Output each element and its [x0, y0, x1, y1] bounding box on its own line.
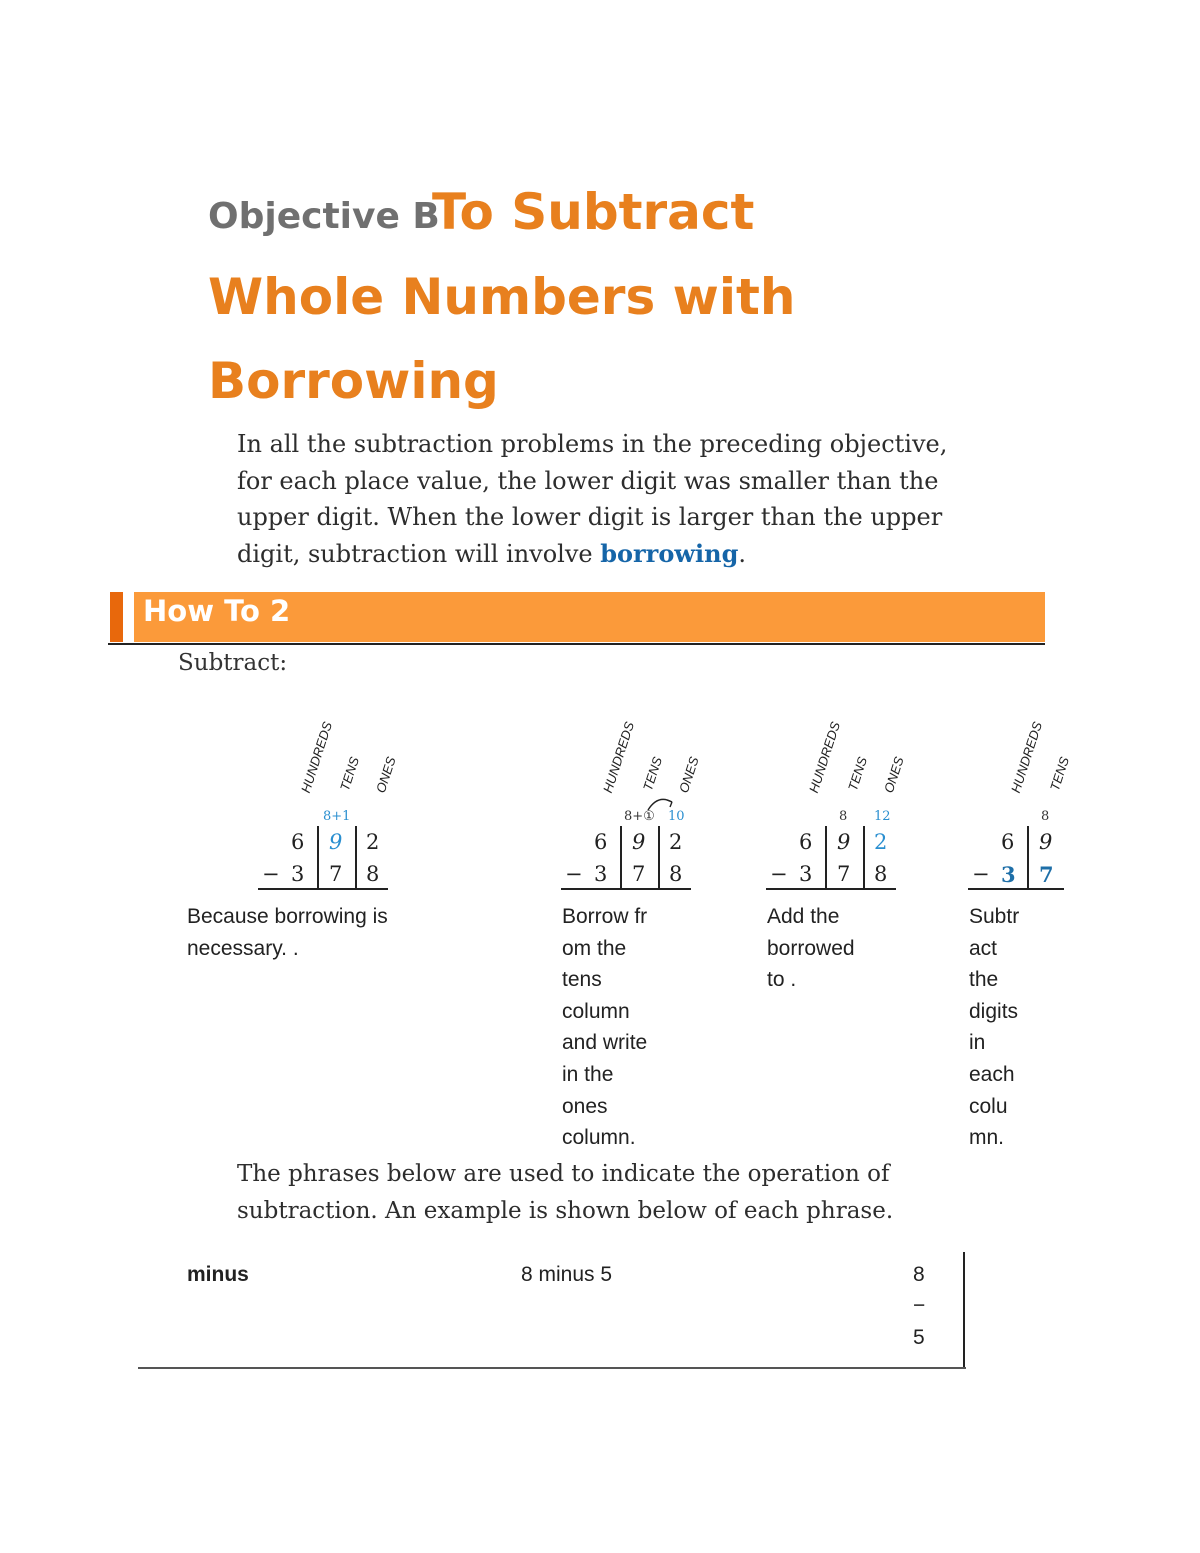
digit-bottom-hundreds: 3	[799, 862, 813, 886]
ones-carry-note: 12	[874, 809, 891, 824]
borrowing-keyword: borrowing	[600, 538, 739, 568]
caption-line: and write	[562, 1031, 648, 1055]
how-to-banner-gap	[123, 592, 134, 642]
column-divider	[825, 826, 827, 888]
tens-label: TENS	[640, 755, 665, 793]
expression-top: 8	[913, 1263, 925, 1286]
caption-line: borrowed	[767, 936, 855, 960]
ones-carry-note: 10	[668, 809, 685, 824]
column-divider	[658, 826, 660, 888]
digit-top-ones: 2	[669, 830, 683, 854]
intro-text: In all the subtraction problems in the preceding objective, for each place value, the lower digit was smaller than the upper digit. When the lower digit is larger than the upper digit, subtraction will involve	[237, 430, 948, 568]
minus-sign: −	[972, 862, 990, 886]
expression-bottom: 5	[913, 1326, 925, 1349]
hundreds-label: HUNDREDS	[1008, 719, 1046, 795]
digit-bottom-ones: 8	[669, 862, 683, 886]
example-cell: 8 minus 5	[521, 1263, 613, 1286]
digit-bottom-hundreds: 3	[1001, 862, 1016, 887]
hundreds-label: HUNDREDS	[806, 719, 844, 795]
sum-rule	[258, 888, 388, 890]
caption-line: Borrow fr	[562, 905, 648, 928]
objective-label: Objective B	[208, 196, 440, 237]
digit-bottom-hundreds: 3	[291, 862, 305, 886]
subtract-prompt: Subtract:	[178, 650, 288, 676]
caption-line: column.	[562, 1126, 636, 1150]
digit-bottom-tens: 7	[632, 862, 646, 886]
objective-title-line-2: Whole Numbers with	[208, 268, 796, 326]
how-to-banner-accent	[110, 592, 123, 642]
step-2-caption	[562, 901, 647, 1154]
step-3-caption	[767, 901, 855, 996]
sum-rule	[968, 888, 1064, 890]
phrase-cell: minus	[187, 1263, 249, 1286]
ones-label: ONES	[881, 754, 907, 795]
expression-operator: −	[913, 1294, 926, 1317]
caption-line: necessary. .	[187, 936, 299, 960]
digit-bottom-tens: 7	[837, 862, 851, 886]
ones-label: ONES	[373, 754, 399, 795]
minus-sign: −	[565, 862, 583, 886]
carry-note: 8+1	[323, 809, 351, 824]
carry-note: 8	[839, 809, 848, 824]
caption-line: in	[969, 1031, 986, 1055]
phrases-intro: The phrases below are used to indicate the operation of subtraction. An example is shown below of each phrase.	[237, 1161, 894, 1224]
minus-sign: −	[262, 862, 280, 886]
caption-line: mn.	[969, 1126, 1005, 1150]
caption-line: ones	[562, 1094, 608, 1118]
carry-note: 8+①	[624, 809, 655, 824]
caption-line: act	[969, 936, 998, 960]
objective-title-line-1: To Subtract	[432, 183, 755, 241]
caption-line: Add the	[767, 905, 840, 928]
digit-bottom-ones: 8	[874, 862, 888, 886]
caption-line: Subtr	[969, 905, 1020, 928]
digit-top-hundreds: 6	[291, 830, 305, 854]
objective-title-line-3: Borrowing	[208, 352, 499, 410]
caption-line: in the	[562, 1062, 614, 1086]
carry-note: 8	[1041, 809, 1050, 824]
column-divider	[317, 826, 319, 888]
intro-text-end: .	[738, 539, 746, 568]
digit-bottom-hundreds: 3	[594, 862, 608, 886]
digit-bottom-ones: 8	[366, 862, 380, 886]
digit-top-hundreds: 6	[1001, 830, 1015, 854]
step-1-caption	[187, 901, 388, 964]
caption-line: the	[969, 968, 999, 992]
step-4-caption	[969, 901, 1019, 1154]
digit-top-tens: 9	[837, 830, 851, 854]
digit-bottom-tens: 7	[1039, 862, 1054, 887]
sum-rule	[561, 888, 691, 890]
caption-line: each	[969, 1062, 1015, 1086]
digit-bottom-tens: 7	[329, 862, 343, 886]
column-divider	[1027, 826, 1029, 888]
tens-label: TENS	[1047, 755, 1072, 793]
how-to-title: How To 2	[143, 594, 291, 628]
digit-top-ones: 2	[874, 830, 888, 854]
column-divider	[355, 826, 357, 888]
digit-top-hundreds: 6	[594, 830, 608, 854]
caption-line: colu	[969, 1094, 1008, 1118]
hundreds-label: HUNDREDS	[600, 719, 638, 795]
ones-label: ONES	[676, 754, 702, 795]
hundreds-label: HUNDREDS	[298, 719, 336, 795]
caption-line: tens	[562, 968, 602, 992]
digit-top-tens: 9	[329, 830, 343, 854]
caption-line: om the	[562, 936, 627, 960]
caption-line: digits	[969, 999, 1019, 1023]
column-divider	[863, 826, 865, 888]
sum-rule	[766, 888, 896, 890]
digit-top-tens: 9	[632, 830, 646, 854]
column-divider	[620, 826, 622, 888]
minus-sign: −	[770, 862, 788, 886]
digit-top-tens: 9	[1039, 830, 1053, 854]
tens-label: TENS	[337, 755, 362, 793]
intro-paragraph	[237, 426, 977, 572]
table-right-border	[963, 1252, 965, 1369]
caption-line: column	[562, 999, 630, 1023]
digit-top-ones: 2	[366, 830, 380, 854]
caption-line: Because borrowing is	[187, 905, 388, 928]
digit-top-hundreds: 6	[799, 830, 813, 854]
caption-line: to .	[767, 968, 797, 992]
table-bottom-border	[138, 1367, 966, 1369]
how-to-rule	[108, 643, 1045, 645]
tens-label: TENS	[845, 755, 870, 793]
